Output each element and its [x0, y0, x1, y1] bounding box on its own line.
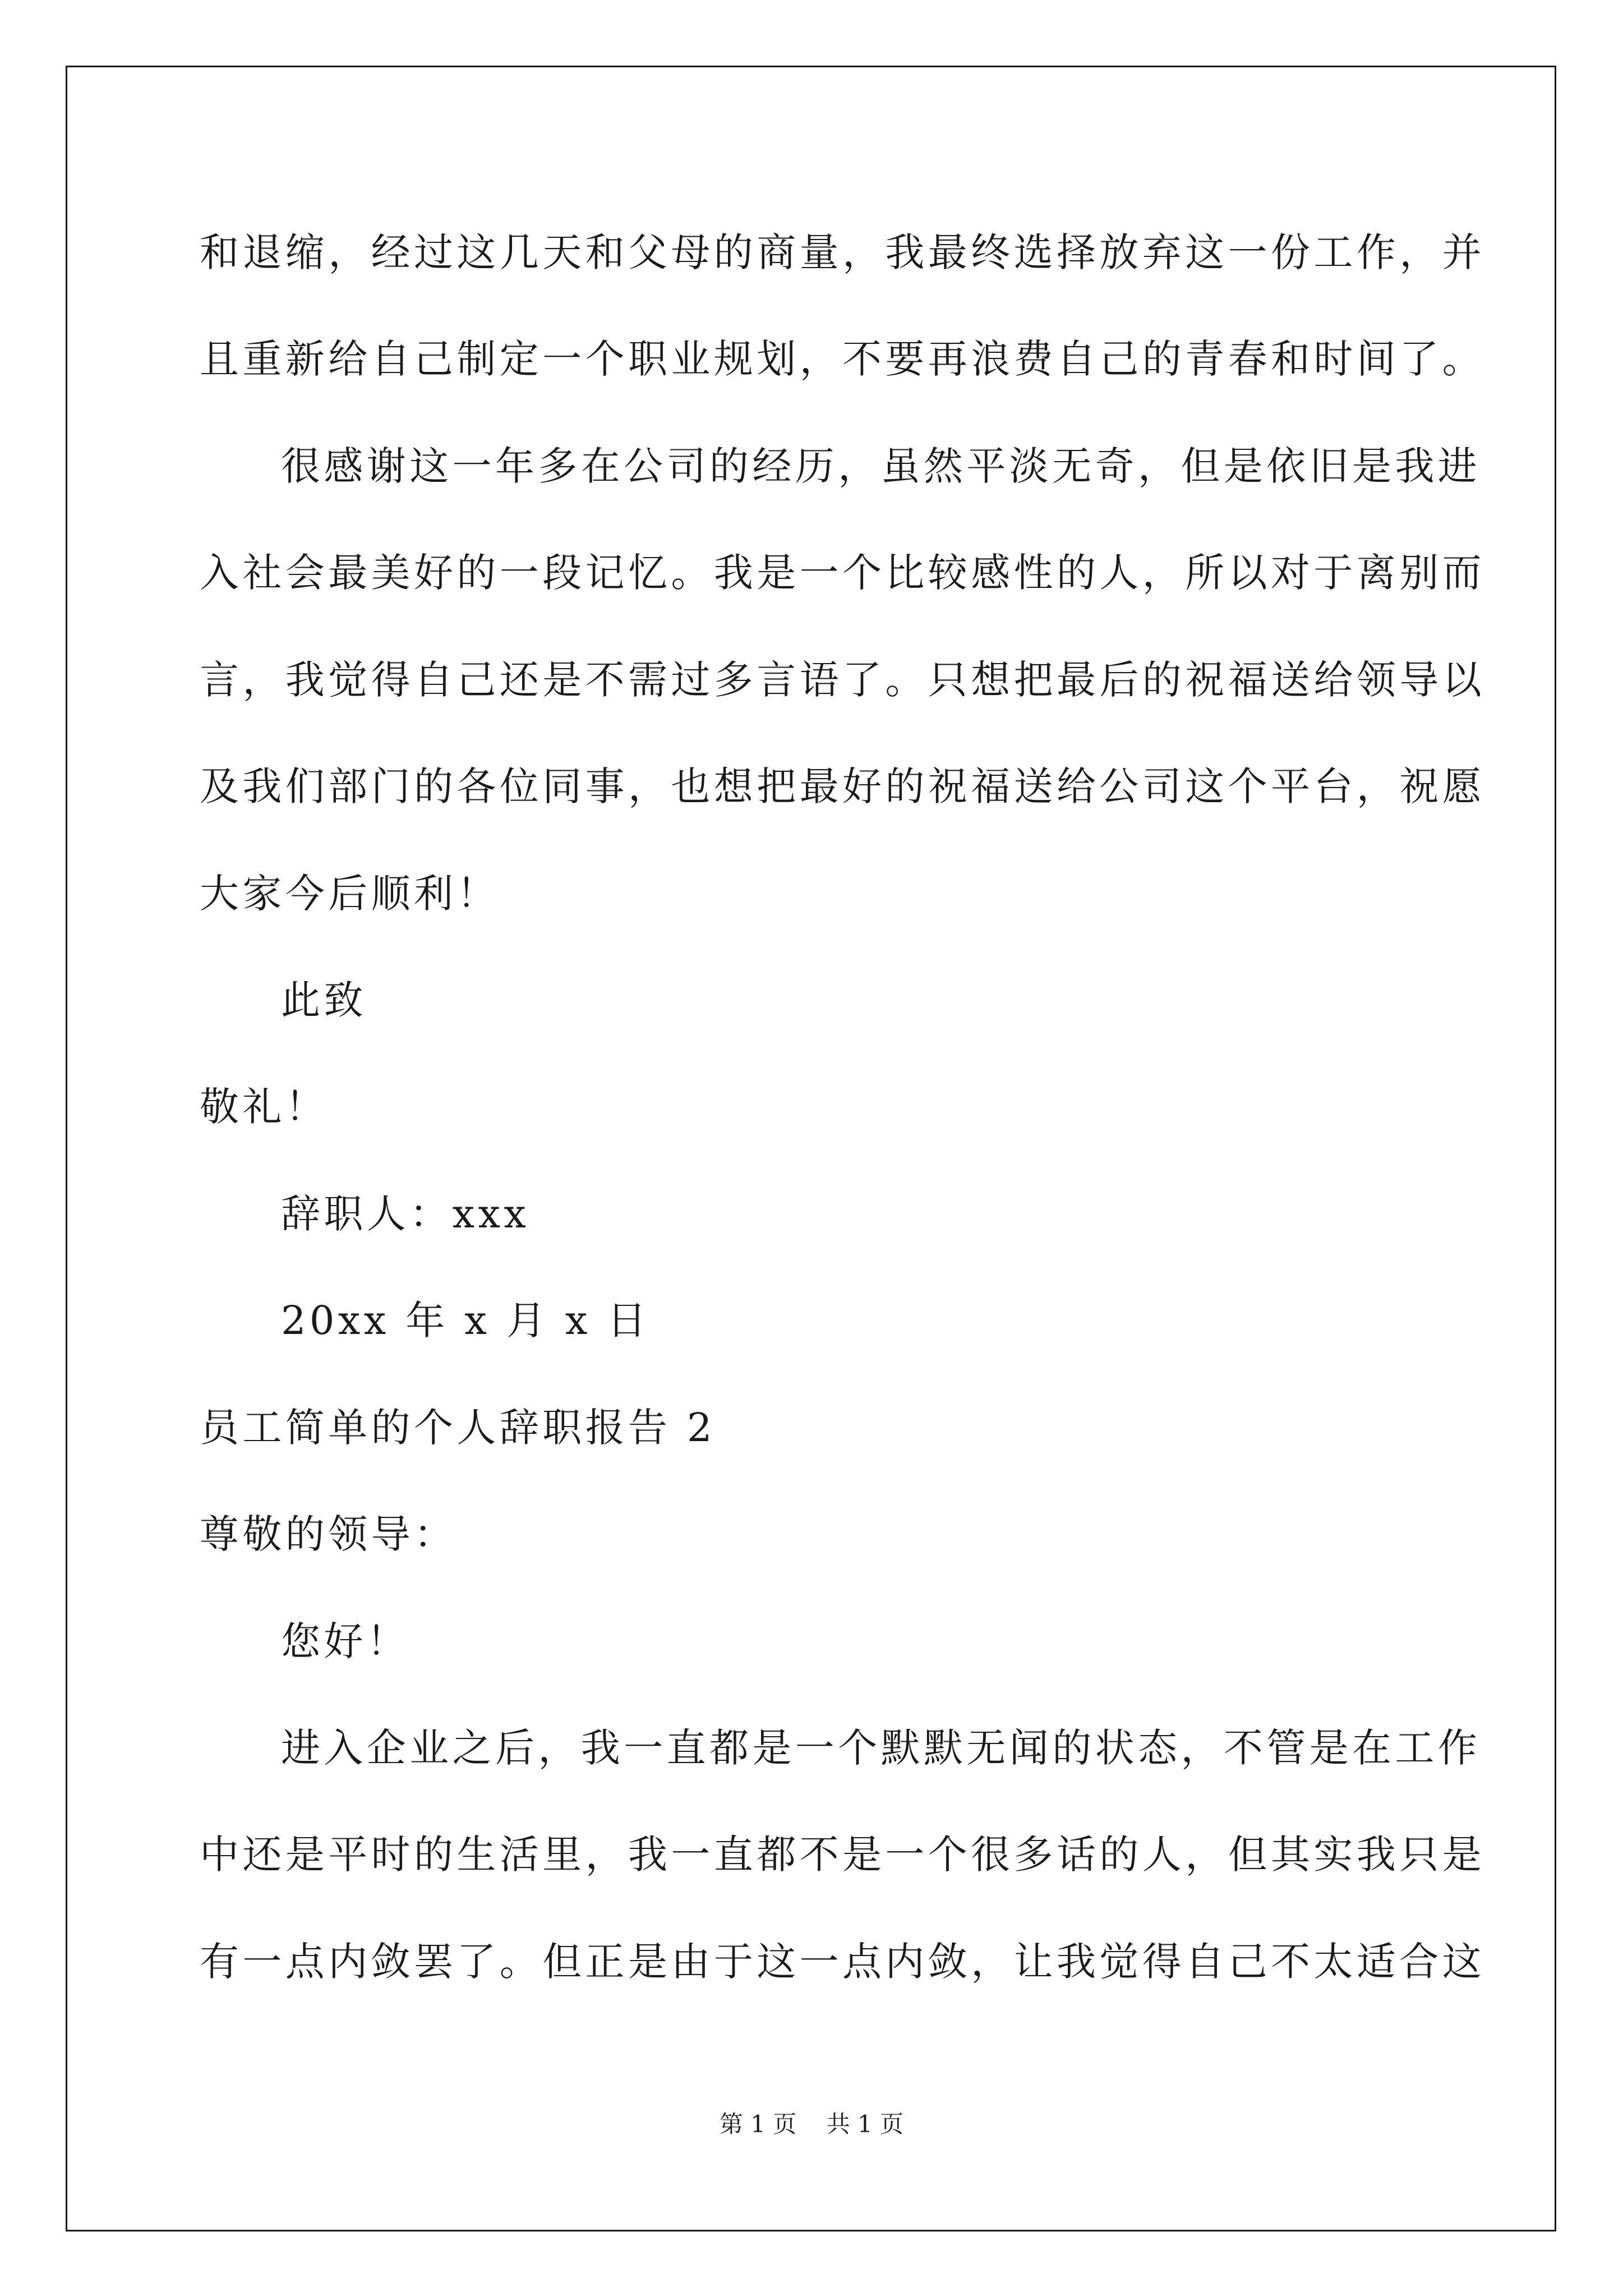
section-title: 员工简单的个人辞职报告 2 — [200, 1405, 716, 1451]
text-line: 大家今后顺利！ — [200, 871, 500, 917]
greeting-line: 您好！ — [281, 1618, 410, 1664]
text-line: 有一点内敛罢了。但正是由于这一点内敛，让我觉得自己不太适合这 — [200, 1939, 1485, 1985]
paragraph-start: 进入企业之后，我一直都是一个默默无闻的状态，不管是在工作 — [281, 1725, 1481, 1771]
date-line: 20xx 年 x 月 x 日 — [281, 1297, 650, 1343]
text-line: 入社会最美好的一段记忆。我是一个比较感性的人，所以对于离别而 — [200, 550, 1485, 596]
text-line: 及我们部门的各位同事，也想把最好的祝福送给公司这个平台，祝愿 — [200, 763, 1485, 809]
page-border — [66, 66, 1556, 2231]
closing-line: 此致 — [281, 977, 367, 1023]
paragraph-start: 很感谢这一年多在公司的经历，虽然平淡无奇，但是依旧是我进 — [281, 443, 1481, 489]
salutation-line: 敬礼！ — [200, 1084, 329, 1130]
signature-line: 辞职人：xxx — [281, 1191, 530, 1237]
text-line: 且重新给自己制定一个职业规划，不要再浪费自己的青春和时间了。 — [200, 336, 1485, 382]
greeting-line: 尊敬的领导： — [200, 1511, 457, 1557]
text-line: 言，我觉得自己还是不需过多言语了。只想把最后的祝福送给领导以 — [200, 657, 1485, 703]
text-line: 和退缩，经过这几天和父母的商量，我最终选择放弃这一份工作，并 — [200, 229, 1485, 275]
text-line: 中还是平时的生活里，我一直都不是一个很多话的人，但其实我只是 — [200, 1832, 1485, 1878]
page-footer: 第 1 页 共 1 页 — [719, 2110, 904, 2138]
